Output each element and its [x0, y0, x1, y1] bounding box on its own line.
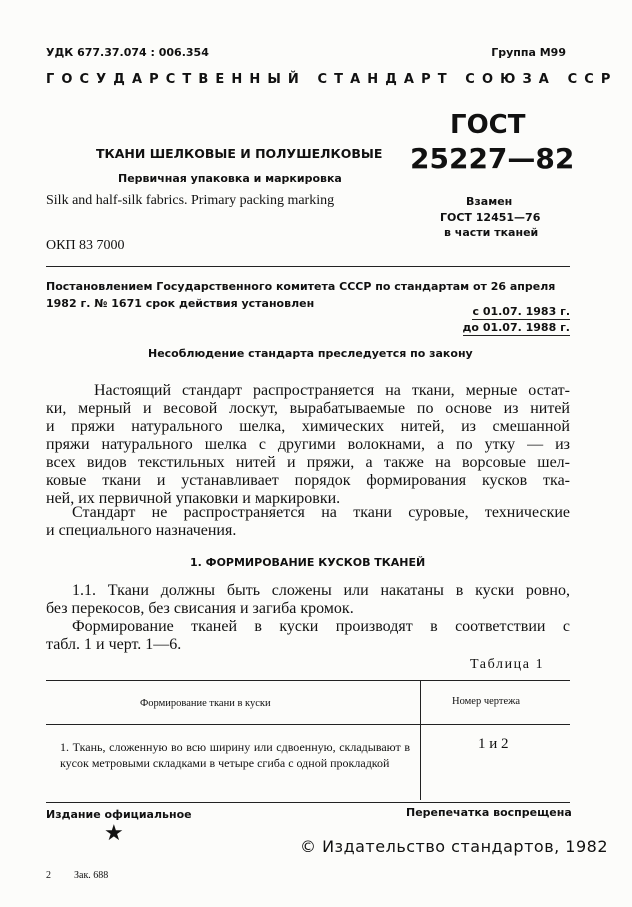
body-line: Настоящий стандарт распространяется на ткани, мерные остат-: [94, 382, 570, 399]
table-header-drawing-number: Номер чертежа: [452, 696, 521, 707]
official-edition-label: Издание официальное: [46, 808, 192, 821]
table-top-border: [46, 680, 570, 681]
top-divider: [46, 266, 570, 267]
body-line: без перекосов, без свисания и загиба кромок.: [46, 600, 354, 617]
group-code: Группа М99: [491, 46, 566, 59]
table-header-separator: [46, 724, 570, 725]
body-line: и специального назначения.: [46, 522, 237, 539]
body-line: табл. 1 и черт. 1—6.: [46, 636, 182, 653]
table-caption: Таблица 1: [470, 657, 545, 672]
body-line: ней, их первичной упаковки и маркировки.: [46, 490, 341, 507]
replaces-scope: в части тканей: [444, 226, 539, 239]
state-standard-heading: ГОСУДАРСТВЕННЫЙ СТАНДАРТ СОЮЗА ССР: [46, 72, 618, 87]
body-line: ковые ткани и устанавливает порядок формирования кусков тка-: [46, 472, 570, 489]
table-column-divider: [420, 680, 421, 800]
table-row-drawing: 1 и 2: [478, 736, 509, 752]
print-order-number: Зак. 688: [74, 870, 109, 881]
legal-warning: Несоблюдение стандарта преследуется по закону: [148, 347, 473, 360]
body-line: всех видов текстильных нитей и пряжи, а также на ворсовые шел-: [46, 454, 570, 471]
table-row-description: 1. Ткань, сложенную во всю ширину или сдвоенную, складывают в кусок метровыми складками в четыре сгиба с одной прокладкой: [60, 740, 410, 770]
body-line: пряжи натурального шелка с другими волокнами, а по утку — из: [46, 436, 570, 453]
body-line: Стандарт не распространяется на ткани суровые, технические: [72, 504, 570, 521]
body-line: ки, мерный и весовой лоскут, вырабатываемые по основе из нитей: [46, 400, 570, 417]
star-icon: ★: [104, 820, 124, 845]
udk-code: УДК 677.37.074 : 006.354: [46, 46, 209, 59]
gost-label: ГОСТ: [450, 110, 526, 140]
validity-end-date: до 01.07. 1988 г.: [462, 321, 570, 334]
reprint-prohibited-label: Перепечатка воспрещена: [406, 806, 572, 819]
table-header-formation: Формирование ткани в куски: [140, 698, 271, 709]
decree-text: Постановлением Государственного комитета СССР по стандартам от 26 апреля 1982 г. № 1671 срок действия установлен: [46, 280, 556, 310]
copyright-notice: © Издательство стандартов, 1982: [300, 837, 609, 856]
document-title: ТКАНИ ШЕЛКОВЫЕ И ПОЛУШЕЛКОВЫЕ: [96, 146, 383, 161]
body-line: Формирование тканей в куски производят в соответствии с: [72, 618, 570, 635]
section-heading: 1. ФОРМИРОВАНИЕ КУСКОВ ТКАНЕЙ: [190, 556, 426, 569]
page-number: 2: [46, 870, 51, 881]
replaces-standard: ГОСТ 12451—76: [440, 211, 541, 224]
body-line: и пряжи натурального шелка, химических нитей, из смешанной: [46, 418, 570, 435]
bottom-divider: [46, 802, 570, 803]
validity-start-date: с 01.07. 1983 г.: [472, 305, 570, 318]
english-title: Silk and half-silk fabrics. Primary packing marking: [46, 193, 335, 208]
gost-number: 25227—82: [410, 142, 575, 175]
replaces-label: Взамен: [466, 195, 513, 208]
document-subtitle: Первичная упаковка и маркировка: [118, 172, 342, 185]
okp-code: ОКП 83 7000: [46, 238, 125, 253]
body-line: 1.1. Ткани должны быть сложены или накатаны в куски ровно,: [72, 582, 570, 599]
